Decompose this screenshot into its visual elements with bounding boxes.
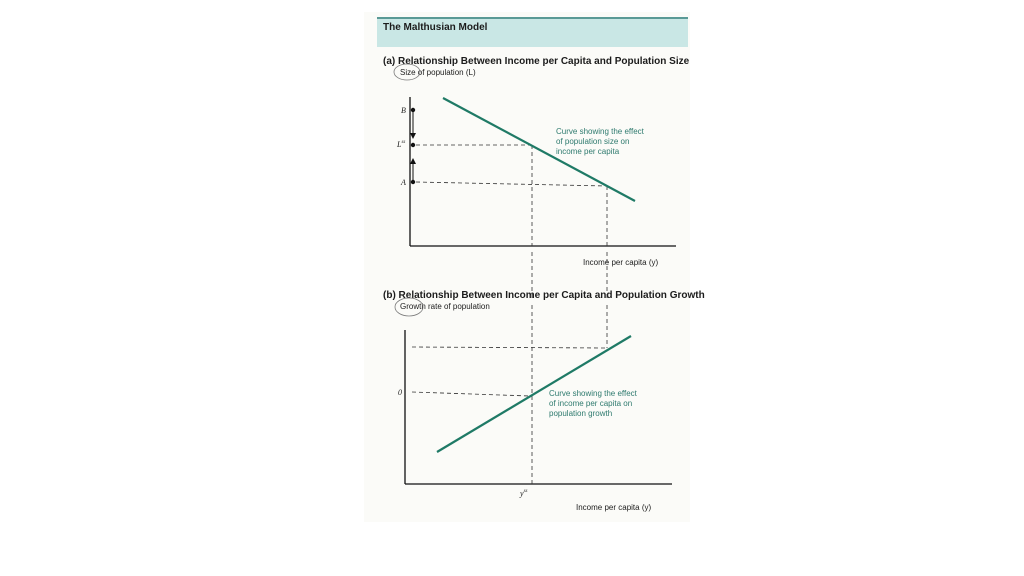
panel-a-annotation-line-3: income per capita	[556, 147, 620, 156]
point-Lss-marker	[411, 143, 415, 147]
arrow-up-icon	[410, 158, 416, 164]
panel-b-guide-zero	[412, 392, 530, 396]
tick-zero: 0	[398, 388, 402, 397]
tick-yss	[519, 489, 528, 498]
panel-b-y-label: Growth rate of population	[400, 302, 490, 311]
tick-yss-sup: ss	[523, 489, 528, 494]
panel-a-guide-A	[416, 182, 607, 186]
pencil-circle-size	[394, 64, 420, 80]
panel-a-annotation-line-2: of population size on	[556, 137, 630, 146]
tick-B: B	[401, 106, 406, 115]
panel-b-guide-top	[412, 347, 605, 348]
tick-Lss	[396, 140, 405, 149]
panel-b-annotation-line-3: population growth	[549, 409, 613, 418]
figure-title: The Malthusian Model	[383, 22, 488, 33]
point-A-marker	[411, 180, 415, 184]
tick-yss-main: y	[520, 489, 524, 498]
panel-b-annotation-line-1: Curve showing the effect	[549, 389, 637, 398]
panel-b-title: (b) Relationship Between Income per Capita and Population Growth	[383, 290, 705, 301]
pencil-circle-growth	[395, 298, 423, 316]
panel-b-x-label: Income per capita (y)	[576, 503, 652, 512]
panel-a-x-label: Income per capita (y)	[583, 258, 659, 267]
panel-b-annotation-line-2: of income per capita on	[549, 399, 633, 408]
panel-a-y-label: Size of population (L)	[400, 68, 476, 77]
tick-A: A	[401, 178, 406, 187]
tick-Lss-sup: ss	[401, 140, 406, 145]
arrow-down-icon	[410, 133, 416, 139]
tick-Lss-main: L	[397, 140, 402, 149]
panel-a-annotation-line-1: Curve showing the effect	[556, 127, 644, 136]
panel-a-title: (a) Relationship Between Income per Capita and Population Size	[383, 56, 690, 67]
